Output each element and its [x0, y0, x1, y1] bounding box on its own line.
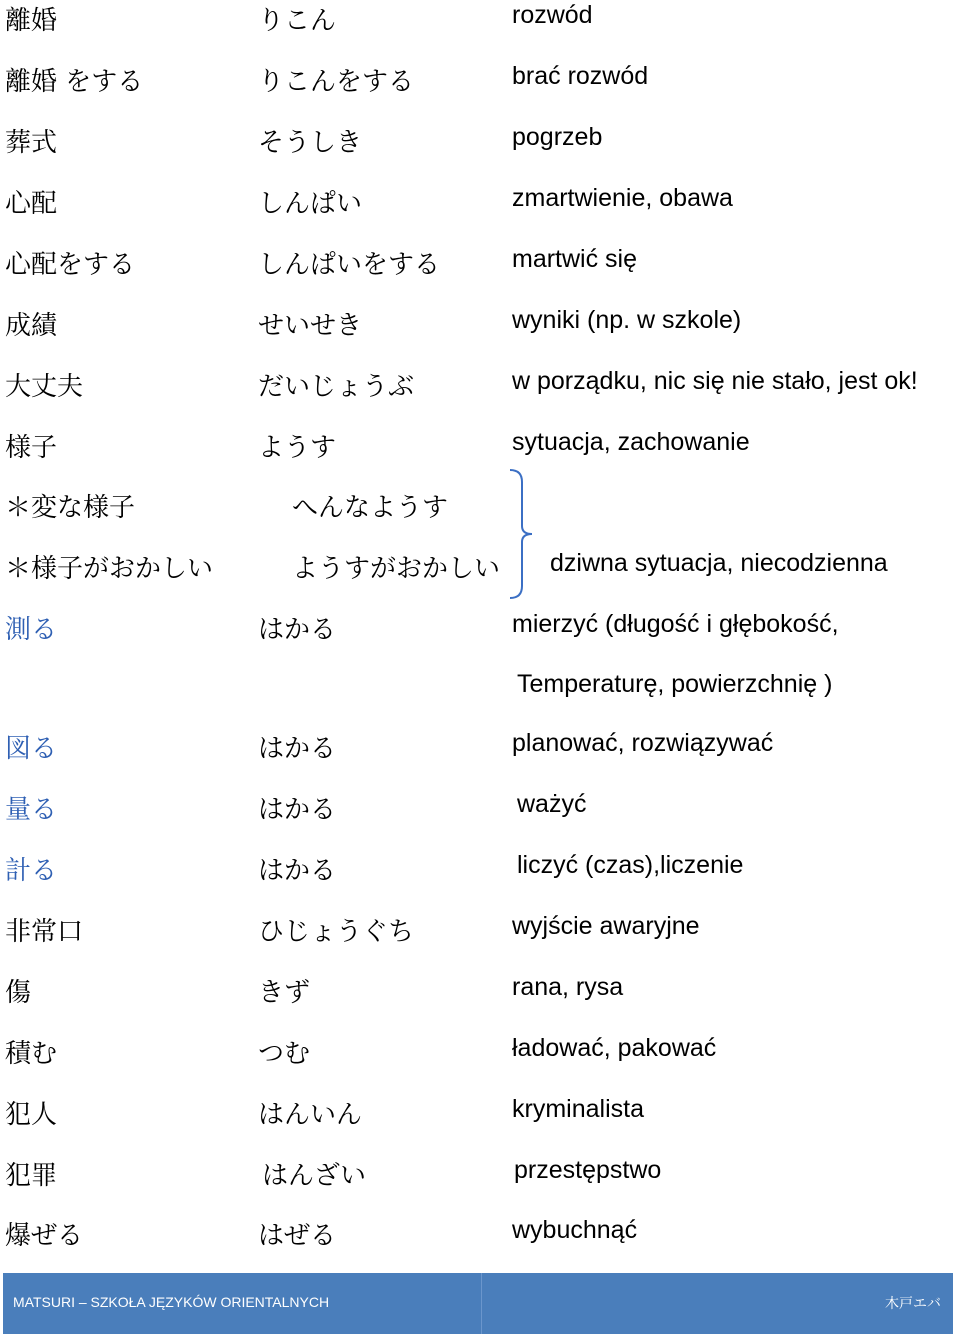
kana-15: ひじょうぐち: [258, 917, 415, 947]
kanji-20: 爆ぜる: [5, 1221, 84, 1251]
kana-18: はんいん: [258, 1100, 363, 1130]
kanji-14: 計る: [5, 856, 58, 886]
translation-17: ładować, pakować: [512, 1034, 717, 1062]
translation-19: przestępstwo: [514, 1156, 662, 1184]
kana-1: りこんをする: [258, 67, 415, 97]
kana-6: だいじょうぶ: [258, 372, 415, 402]
translation-11: Temperaturę, powierzchnię ): [517, 670, 833, 698]
kanji-17: 積む: [5, 1039, 58, 1069]
kana-7: ようす: [258, 433, 337, 463]
translation-2: pogrzeb: [512, 123, 603, 151]
kanji-6: 大丈夫: [5, 372, 84, 402]
kanji-15: 非常口: [5, 917, 84, 947]
translation-15: wyjście awaryjne: [512, 912, 700, 940]
kana-19: はんざい: [262, 1161, 367, 1191]
translation-20: wybuchnąć: [512, 1216, 638, 1244]
kanji-2: 葬式: [5, 128, 58, 158]
translation-18: kryminalista: [512, 1095, 644, 1123]
translation-10: mierzyć (długość i głębokość,: [512, 610, 839, 638]
translation-4: martwić się: [512, 245, 638, 273]
translation-7: sytuacja, zachowanie: [512, 428, 750, 456]
kana-5: せいせき: [258, 311, 363, 341]
kanji-12: 図る: [5, 734, 58, 764]
kana-14: はかる: [258, 856, 337, 886]
kanji-4: 心配をする: [5, 250, 136, 280]
translation-1: brać rozwód: [512, 62, 649, 90]
kanji-10: 測る: [5, 615, 58, 645]
kana-12: はかる: [258, 734, 337, 764]
translation-16: rana, rysa: [512, 973, 624, 1001]
kana-4: しんぱいをする: [258, 250, 441, 280]
translation-13: ważyć: [517, 790, 587, 818]
kana-17: つむ: [258, 1039, 311, 1069]
kanji-19: 犯罪: [5, 1161, 58, 1191]
footer-school-name: MATSURI – SZKOŁA JĘZYKÓW ORIENTALNYCH: [13, 1294, 330, 1310]
kanji-8: ＊変な様子: [5, 493, 136, 523]
translation-3: zmartwienie, obawa: [512, 184, 733, 212]
grouping-brace: [508, 466, 538, 602]
footer-divider: [481, 1273, 482, 1334]
kana-10: はかる: [258, 615, 337, 645]
kanji-9: ＊様子がおかしい: [5, 554, 214, 584]
kanji-18: 犯人: [5, 1100, 58, 1130]
kanji-1: 離婚 をする: [5, 67, 144, 97]
translation-9: dziwna sytuacja, niecodzienna: [550, 549, 888, 577]
page-footer: [3, 1273, 953, 1334]
kana-0: りこん: [258, 6, 337, 36]
kana-8: へんなようす: [292, 493, 449, 523]
kanji-5: 成績: [5, 311, 58, 341]
footer-author: 木戸エバ: [885, 1296, 941, 1312]
kana-9: ようすがおかしい: [292, 554, 501, 584]
translation-14: liczyć (czas),liczenie: [517, 851, 744, 879]
translation-5: wyniki (np. w szkole): [512, 306, 742, 334]
kana-13: はかる: [258, 795, 337, 825]
translation-0: rozwód: [512, 1, 593, 29]
translation-12: planować, rozwiązywać: [512, 729, 774, 757]
kana-20: はぜる: [258, 1221, 337, 1251]
kanji-3: 心配: [5, 189, 58, 219]
translation-6: w porządku, nic się nie stało, jest ok!: [512, 367, 918, 395]
kana-3: しんぱい: [258, 189, 363, 219]
kanji-7: 様子: [5, 433, 58, 463]
kana-16: きず: [258, 978, 311, 1008]
kanji-13: 量る: [5, 795, 58, 825]
kana-2: そうしき: [258, 128, 363, 158]
kanji-16: 傷: [5, 978, 32, 1008]
kanji-0: 離婚: [5, 6, 58, 36]
